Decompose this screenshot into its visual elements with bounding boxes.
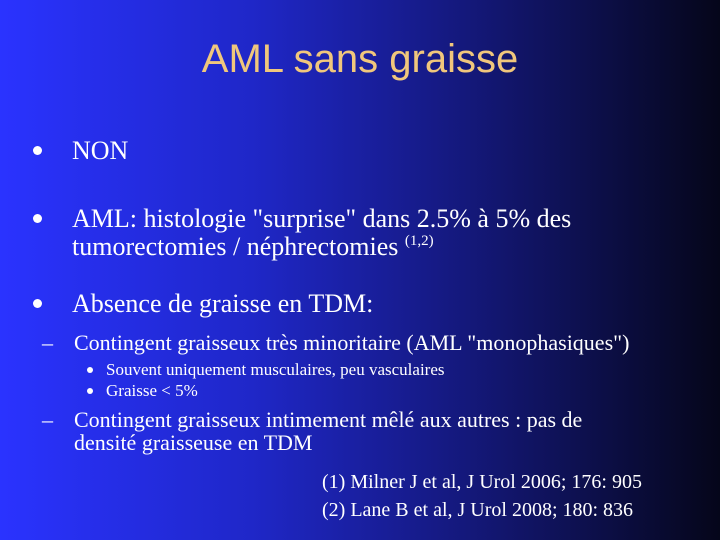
- bullet-histology-line1: AML: histologie "surprise" dans 2.5% à 5% des: [72, 204, 572, 233]
- sub-bullet-mixed-line2: densité graisseuse en TDM: [74, 430, 313, 455]
- small-bullet-dot: [87, 367, 93, 373]
- histology-text: tumorectomies / néphrectomies: [72, 232, 399, 261]
- small-bullet-dot: [87, 388, 93, 394]
- reference-1: (1) Milner J et al, J Urol 2006; 176: 905: [322, 471, 642, 493]
- sub-item-fat-percent: Graisse < 5%: [106, 381, 198, 400]
- slide-title: AML sans graisse: [201, 37, 519, 81]
- bullet-dot: [33, 146, 42, 155]
- bullet-non: NON: [72, 136, 129, 165]
- dash-marker: –: [42, 407, 53, 432]
- bullet-dot: [33, 214, 42, 223]
- reference-2: (2) Lane B et al, J Urol 2008; 180: 836: [322, 499, 634, 521]
- bullet-absence: Absence de graisse en TDM:: [72, 289, 374, 318]
- bullet-histology-line2: [72, 232, 434, 261]
- sub-bullet-minority: Contingent graisseux très minoritaire (AML "monophasiques"): [74, 330, 630, 355]
- sub-bullet-mixed-line1: Contingent graisseux intimement mêlé aux autres : pas de: [74, 407, 583, 432]
- sub-item-muscular: Souvent uniquement musculaires, peu vasculaires: [106, 360, 445, 379]
- dash-marker: –: [42, 330, 53, 355]
- bullet-dot: [33, 299, 42, 308]
- citation-superscript: (1,2): [404, 233, 434, 249]
